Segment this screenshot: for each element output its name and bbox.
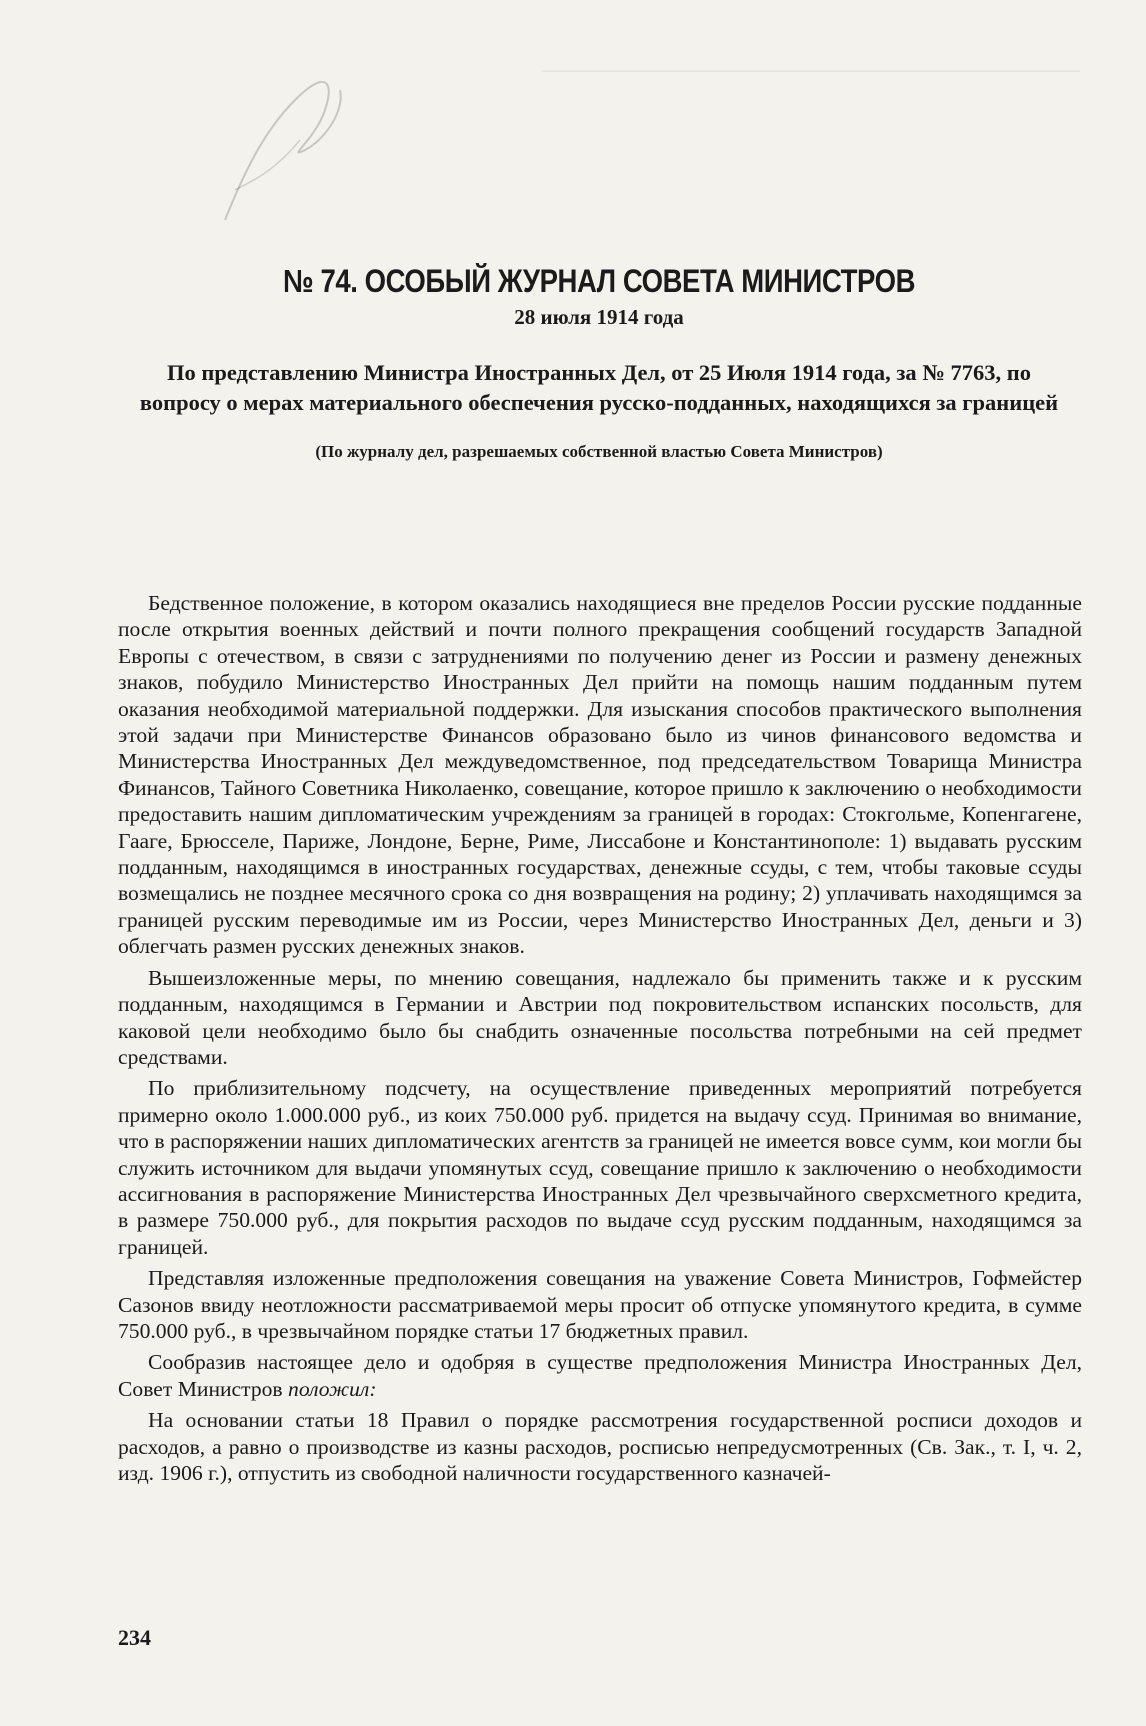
body-paragraph: Представляя изложенные предположения совещания на уважение Совета Министров, Гофмейстер Сазонов ввиду неотложности рассматриваемой меры просит об отпуске упомянутого кредита, в сумме 750.000 руб., в чрезвычайном порядке статьи 17 бюджетных правил. [118,1266,1082,1343]
document-source-note: (По журналу дел, разрешаемых собственной властью Совета Министров) [315,442,883,461]
body-paragraph: Бедственное положение, в котором оказались находящиеся вне пределов России русские подданные после открытия военных действий и почти полного прекращения сообщений государств Западной Европы с отечеством, в связи с затруднениями по получению денег из России и размену денежных знаков, побудило Министерство Иностранных Дел прийти на помощь нашим подданным путем оказания необходимой материальной поддержки. Для изыскания способов практического выполнения этой задачи при Министерстве Финансов образовано было из чинов финансового ведомства и Министерства Иностранных Дел междуведомственное, под председательством Товарища Министра Финансов, Тайного Советника Николаенко, совещание, которое пришло к заключению о необходимости предоставить нашим дипломатическим учреждениям за границей в городах: Стокгольме, Копенгагене, Гааге, Брюсселе, Париже, Лондоне, Берне, Риме, Лиссабоне и Константинополе: 1) выдавать русским подданным, находящимся в иностранных государствах, денежные ссуды, с тем, чтобы таковые ссуды возмещались не позднее месячного срока со дня возвращения на родину; 2) уплачивать находящимся за границей русским переводимые им из России, через Министерство Иностранных Дел, деньги и 3) облегчать размен русских денежных знаков. [118,591,1082,959]
document-subject: По представлению Министра Иностранных Дел, от 25 Июля 1914 года, за № 7763, по вопросу о мерах материального обеспечения русско-подданных, находящихся за границей [139,360,1059,415]
final-paragraph: На основании статьи 18 Правил о порядке рассмотрения государственной росписи доходов и расходов, а равно о производстве из казны расходов, росписью непредусмотренных (Св. Зак., т. I, ч. 2, изд. 1906 г.), отпустить из свободной наличности государственного казначей- [118,1408,1082,1485]
document-title: № 74. ОСОБЫЙ ЖУРНАЛ СОВЕТА МИНИСТРОВ [282,263,916,299]
document-header [118,262,1080,464]
resolution-paragraph [118,1349,1082,1402]
body-paragraph: Вышеизложенные меры, по мнению совещания, надлежало бы применить также и к русским подданным, находящимся в Германии и Австрии под покровительством испанских посольств, для каковой цели необходимо было бы снабдить означенные посольства потребными на сей предмет средствами. [118,965,1082,1069]
body-paragraph: По приблизительному подсчету, на осуществление приведенных мероприятий потребуется примерно около 1.000.000 руб., из коих 750.000 руб. придется на выдачу ссуд. Принимая во внимание, что в распоряжении наших дипломатических агентств за границей не имеется вовсе сумм, кои могли бы служить источником для выдачи упомянутых ссуд, совещание пришло к заключению о необходимости ассигнования в распоряжение Министерства Иностранных Дел чрезвычайного сверхсметного кредита, в размере 750.000 руб., для покрытия расходов по выдаче ссуд русским подданным, находящимся за границей. [118,1076,1082,1259]
document-body [118,590,1082,1491]
page-number: 234 [118,1625,151,1650]
resolution-verb: положил: [288,1376,377,1401]
resolution-intro: Сообразив настоящее дело и одобряя в существе предположения Министра Иностранных Дел, Совет Министров [118,1350,1082,1401]
document-date: 28 июля 1914 года [514,305,684,329]
handwritten-mark-icon [205,70,355,240]
bleed-through-texture: ──────────────────────────────────────── [541,61,1080,82]
